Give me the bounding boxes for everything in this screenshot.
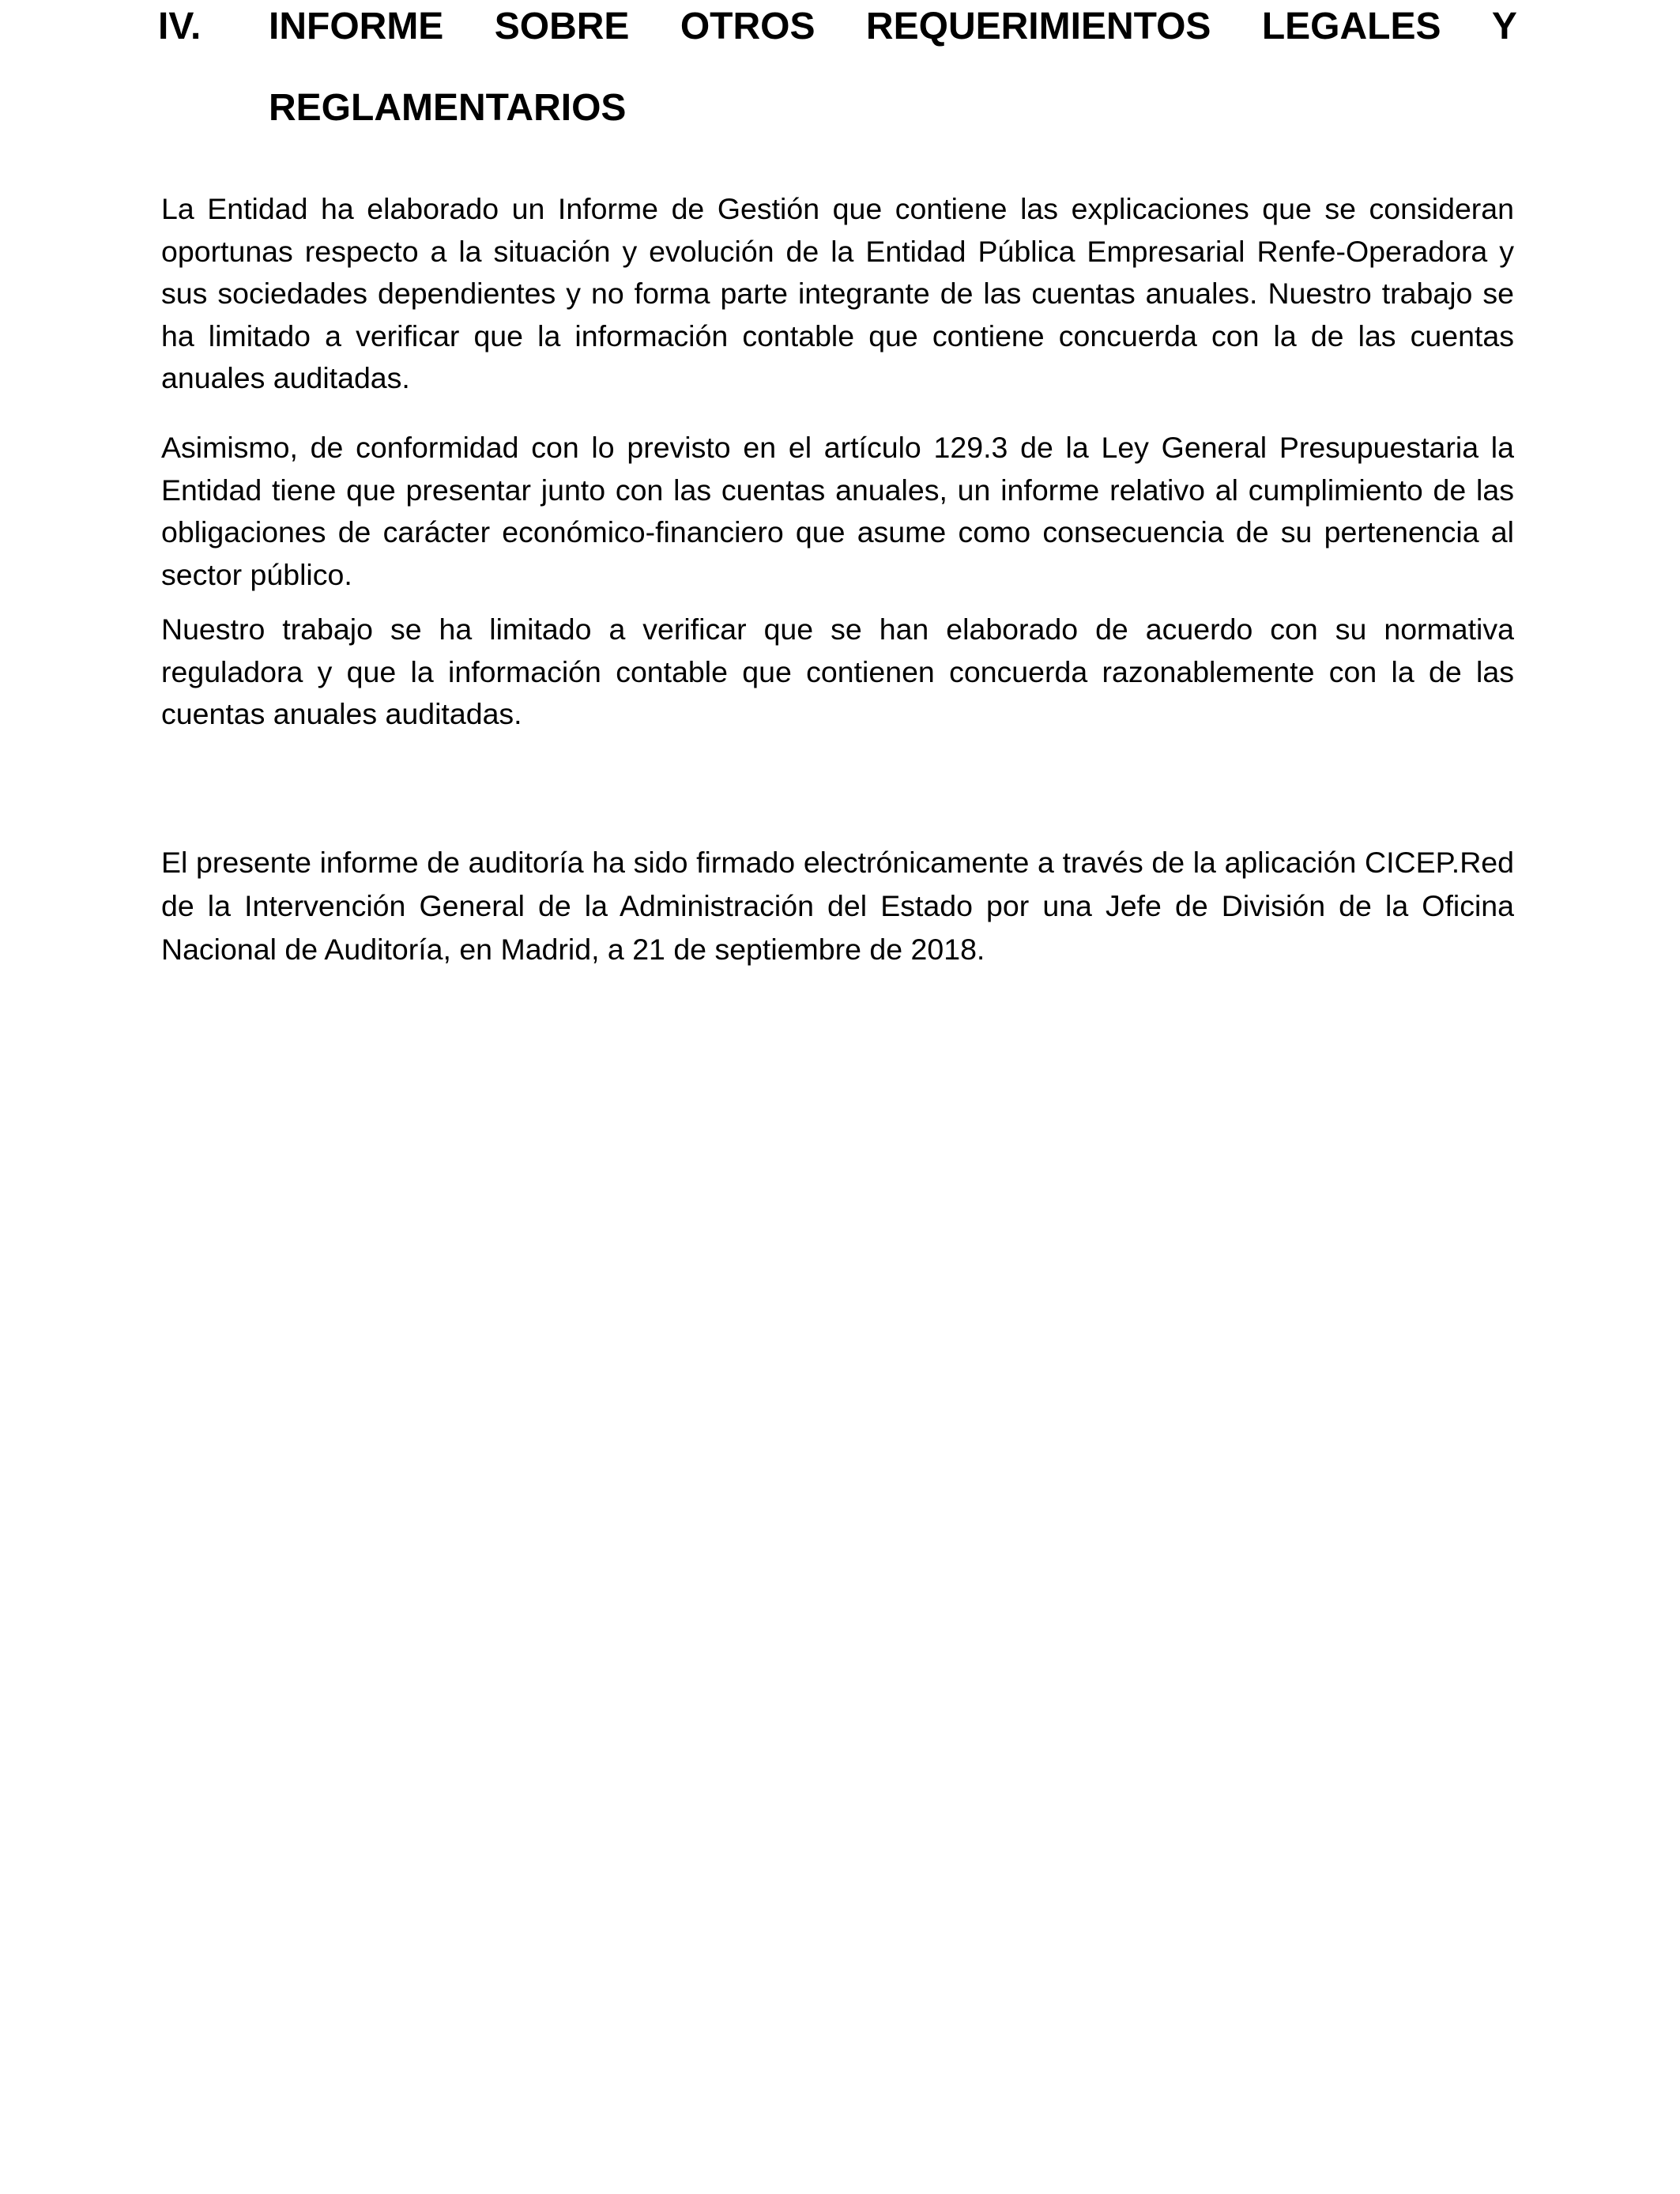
- section-title-word: LEGALES: [1261, 6, 1441, 47]
- section-title-words: [269, 0, 1517, 54]
- section-title-word: INFORME: [269, 6, 444, 47]
- paragraph-informe-gestion: La Entidad ha elaborado un Informe de Gestión que contiene las explicaciones que se consideran oportunas respecto a la situación y evolución de la Entidad Pública Empresarial Renfe-Operadora y sus sociedades dependientes y no forma parte integrante de las cuentas anuales. Nuestro trabajo se ha limitado a verificar que la información contable que contiene concuerda con la de las cuentas anuales auditadas.: [161, 192, 1514, 394]
- section-number: IV.: [158, 6, 202, 47]
- section-title-word: OTROS: [680, 6, 816, 47]
- section-heading-line-1: [158, 0, 1517, 54]
- paragraph-ley-presupuestaria: Asimismo, de conformidad con lo previsto en el artículo 129.3 de la Ley General Presupuestaria la Entidad tiene que presentar junto con las cuentas anuales, un informe relativo al cumplimiento de las obligaciones de carácter económico-financiero que asume como consecuencia de su pertenencia al sector público.: [161, 431, 1514, 591]
- paragraph-trabajo-limitado: Nuestro trabajo se ha limitado a verificar que se han elaborado de acuerdo con su normativa reguladora y que la información contable que contienen concuerda razonablemente con la de las cuentas anuales auditadas.: [161, 613, 1514, 730]
- section-title-line-2: REGLAMENTARIOS: [269, 87, 627, 129]
- section-title-word: REQUERIMIENTOS: [865, 6, 1211, 47]
- section-title-word: Y: [1491, 6, 1517, 47]
- section-heading: [158, 0, 1517, 135]
- section-title-word: SOBRE: [494, 6, 630, 47]
- paragraph-firma-electronica: El presente informe de auditoría ha sido firmado electrónicamente a través de la aplicación CICEP.Red de la Intervención General de la Administración del Estado por una Jefe de División de la Oficina Nacional de Auditoría, en Madrid, a 21 de septiembre de 2018.: [161, 846, 1514, 966]
